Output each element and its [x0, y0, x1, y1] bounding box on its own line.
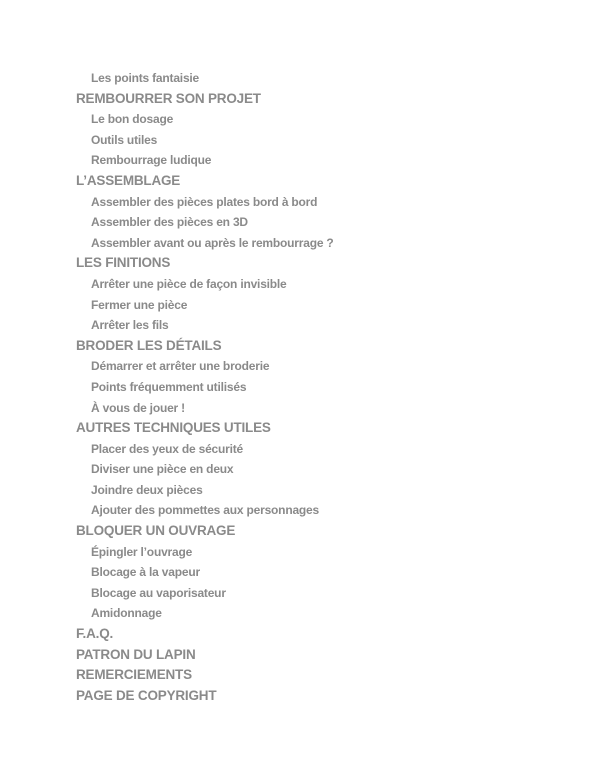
toc-section-link[interactable]: Joindre deux pièces [91, 482, 203, 497]
toc-section-link[interactable]: Blocage à la vapeur [91, 565, 200, 580]
table-of-contents [76, 68, 576, 706]
toc-section-link[interactable]: Assembler des pièces plates bord à bord [91, 194, 318, 209]
toc-section-link[interactable]: Les points fantaisie [91, 71, 200, 85]
toc-section-link[interactable]: Ajouter des pommettes aux personnages [91, 503, 319, 518]
toc-chapter-link[interactable]: PATRON DU LAPIN [76, 646, 196, 662]
toc-section-link[interactable]: Assembler avant ou après le rembourrage ? [91, 235, 334, 250]
toc-section-link[interactable]: Fermer une pièce [91, 297, 188, 312]
toc-section-link[interactable]: Amidonnage [91, 606, 162, 621]
toc-chapter-link[interactable]: REMBOURRER SON PROJET [76, 90, 261, 106]
toc-section-link[interactable]: Outils utiles [91, 132, 158, 147]
toc-section-link[interactable]: Arrêter une pièce de façon invisible [91, 276, 287, 291]
toc-section-link[interactable]: À vous de jouer ! [91, 400, 185, 415]
toc-section-link[interactable]: Le bon dosage [91, 112, 174, 127]
toc-section-link[interactable]: Blocage au vaporisateur [91, 585, 226, 600]
toc-chapter-link[interactable]: BRODER LES DÉTAILS [76, 337, 222, 353]
toc-section-link[interactable]: Démarrer et arrêter une broderie [91, 359, 270, 374]
toc-section-link[interactable]: Placer des yeux de sécurité [91, 441, 244, 456]
toc-chapter-link[interactable]: F.A.Q. [76, 626, 114, 642]
toc-chapter-link[interactable]: REMERCIEMENTS [76, 667, 192, 683]
toc-chapter-link[interactable]: L’ASSEMBLAGE [76, 172, 181, 188]
toc-section-link[interactable]: Épingler l’ouvrage [91, 544, 193, 559]
toc-chapter-link[interactable]: BLOQUER UN OUVRAGE [76, 523, 236, 539]
toc-section-link[interactable]: Rembourrage ludique [91, 153, 212, 168]
toc-chapter-link[interactable]: AUTRES TECHNIQUES UTILES [76, 420, 271, 436]
toc-section-link[interactable]: Arrêter les fils [91, 318, 169, 333]
toc-section-link[interactable]: Points fréquemment utilisés [91, 379, 247, 394]
toc-chapter-link[interactable]: LES FINITIONS [76, 255, 171, 271]
toc-chapter-link[interactable]: PAGE DE COPYRIGHT [76, 687, 217, 703]
toc-section-link[interactable]: Assembler des pièces en 3D [91, 215, 248, 230]
toc-section-link[interactable]: Diviser une pièce en deux [91, 462, 234, 477]
